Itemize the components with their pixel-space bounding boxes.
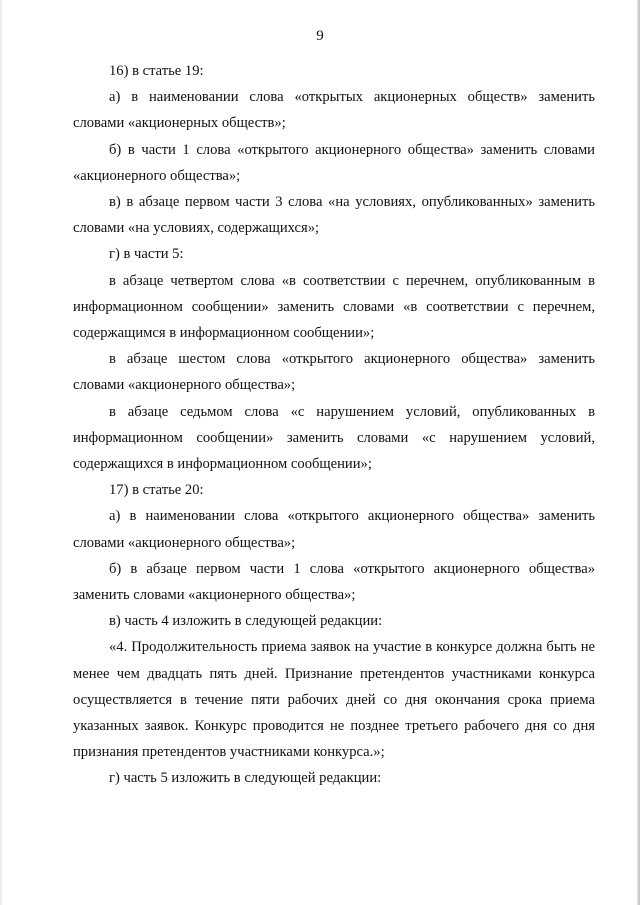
paragraph-16g-abzac-7: в абзаце седьмом слова «с нарушением условий, опубликованных в информационном сообщении» заменить словами «с нарушением условий, содержащихся в информационном сообщении»; [73, 403, 595, 473]
paragraph-17-article-20: 17) в статье 20: [109, 482, 204, 499]
paragraph-16g-abzac-4: в абзаце четвертом слова «в соответствии с перечнем, опубликованным в информационном сообщении» заменить словами «в соответствии с перечнем, содержащимся в информационном сообщении»; [73, 272, 595, 342]
paragraph-17v: в) часть 4 изложить в следующей редакции: [109, 613, 383, 630]
paragraph-17a: а) в наименовании слова «открытого акционерного общества» заменить словами «акционерного общества»; [73, 508, 595, 551]
paragraph-16b: б) в части 1 слова «открытого акционерного общества» заменить словами «акционерного общества»; [73, 141, 595, 184]
page-number: 9 [316, 28, 324, 44]
paragraph-17v-new-text: «4. Продолжительность приема заявок на участие в конкурсе должна быть не менее чем двадцать пять дней. Признание претендентов участниками конкурса осуществляется в течение пяти рабочих дней со дня окончания срока приема указанных заявок. Конкурс проводится не позднее третьего рабочего дня со дня признания претендентов участниками конкурса.»; [73, 639, 595, 761]
paragraph-16g: г) в части 5: [109, 246, 184, 263]
paragraph-16a: а) в наименовании слова «открытых акционерных обществ» заменить словами «акционерных обществ»; [73, 89, 595, 132]
paragraph-16v: в) в абзаце первом части 3 слова «на условиях, опубликованных» заменить словами «на условиях, содержащихся»; [73, 194, 595, 237]
paragraph-17g: г) часть 5 изложить в следующей редакции: [109, 770, 382, 787]
document-body [73, 58, 595, 792]
scan-edge-left [0, 0, 2, 905]
paragraph-16-article-19: 16) в статье 19: [109, 63, 204, 79]
paragraph-17b: б) в абзаце первом части 1 слова «открытого акционерного общества» заменить словами «акционерного общества»; [73, 560, 595, 604]
paragraph-16g-abzac-6: в абзаце шестом слова «открытого акционерного общества» заменить словами «акционерного общества»; [73, 351, 595, 394]
